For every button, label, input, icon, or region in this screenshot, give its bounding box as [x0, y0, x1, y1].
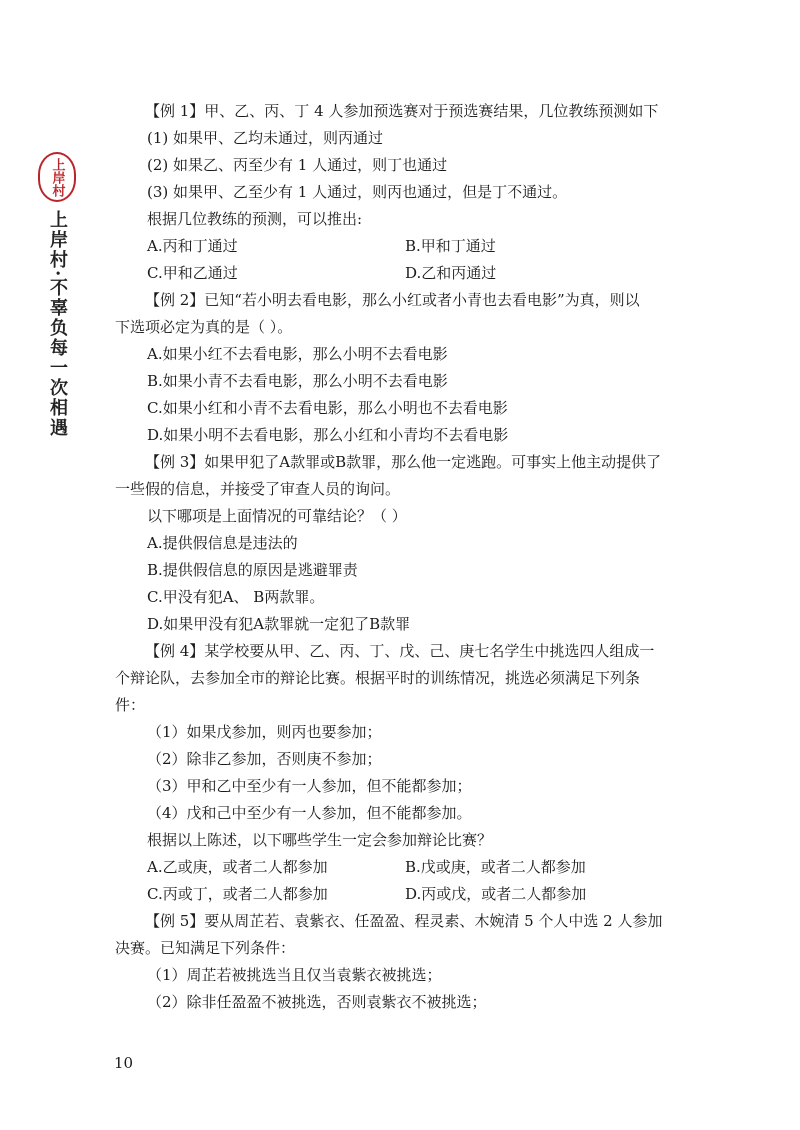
ex4-option-d: D.丙或戊，或者二人都参加: [405, 885, 587, 903]
ex1-item-1: (1) 如果甲、乙均未通过，则丙通过: [147, 129, 384, 147]
ex1-options-row2: [115, 260, 695, 287]
ex5-item-2: （2）除非任盈盈不被挑选，否则袁紫衣不被挑选；: [147, 993, 487, 1011]
ex2-option-d: D.如果小明不去看电影，那么小红和小青均不去看电影: [147, 426, 509, 444]
ex4-line-2: 个辩论队，去参加全市的辩论比赛。根据平时的训练情况，挑选必须满足下列条: [115, 669, 641, 687]
seal-logo: [38, 152, 76, 202]
ex1-option-d: D.乙和丙通过: [405, 264, 497, 282]
ex3-line-2: 一些假的信息，并接受了审查人员的询问。: [115, 480, 401, 498]
ex1-options-row1: [115, 233, 695, 260]
ex5-line-1: 【例 5】要从周芷若、袁紫衣、任盈盈、程灵素、木婉清 5 个人中选 2 人参加: [145, 912, 663, 930]
ex2-option-b: B.如果小青不去看电影，那么小明不去看电影: [147, 372, 448, 390]
seal-text: 上岸村: [49, 157, 65, 197]
ex4-options-row2: [115, 881, 695, 908]
ex3-option-d: D.如果甲没有犯A款罪就一定犯了B款罪: [147, 615, 411, 633]
ex1-option-a: A.丙和丁通过: [147, 237, 238, 255]
ex4-item-2: （2）除非乙参加，否则庚不参加；: [147, 750, 382, 768]
ex1-option-c: C.甲和乙通过: [147, 264, 238, 282]
ex2-option-a: A.如果小红不去看电影，那么小明不去看电影: [147, 345, 448, 363]
ex5-item-1: （1）周芷若被挑选当且仅当袁紫衣被挑选；: [147, 966, 442, 984]
ex2-line-1: 【例 2】已知“若小明去看电影，那么小红或者小青也去看电影”为真，则以: [145, 291, 640, 309]
ex4-question: 根据以上陈述，以下哪些学生一定会参加辩论比赛？: [147, 831, 493, 849]
ex4-item-4: （4）戊和己中至少有一人参加，但不能都参加。: [147, 804, 472, 822]
ex1-question: 根据几位教练的预测，可以推出:: [147, 210, 363, 228]
ex2-option-c: C.如果小红和小青不去看电影，那么小明也不去看电影: [147, 399, 508, 417]
ex3-option-c: C.甲没有犯A、 B两款罪。: [147, 588, 325, 606]
ex1-title: 【例 1】甲、乙、丙、丁 4 人参加预选赛对于预选赛结果，几位教练预测如下: [145, 102, 659, 120]
ex2-line-2: 下选项必定为真的是（ ）。: [115, 318, 293, 336]
ex4-option-b: B.戊或庚，或者二人都参加: [405, 858, 586, 876]
ex3-option-a: A.提供假信息是违法的: [147, 534, 298, 552]
ex3-line-1: 【例 3】如果甲犯了A款罪或B款罪，那么他一定逃跑。可事实上他主动提供了: [145, 453, 662, 471]
ex4-options-row1: [115, 854, 695, 881]
ex5-line-2: 决赛。已知满足下列条件：: [115, 939, 296, 957]
ex4-option-c: C.丙或丁，或者二人都参加: [147, 885, 328, 903]
ex4-item-3: （3）甲和乙中至少有一人参加，但不能都参加；: [147, 777, 472, 795]
ex1-option-b: B.甲和丁通过: [405, 237, 496, 255]
ex1-item-3: (3) 如果甲、乙至少有 1 人通过，则丙也通过，但是丁不通过。: [147, 183, 568, 201]
ex4-line-3: 件：: [115, 696, 146, 714]
ex4-option-a: A.乙或庚，或者二人都参加: [147, 858, 328, 876]
ex1-item-2: (2) 如果乙、丙至少有 1 人通过，则丁也通过: [147, 156, 448, 174]
ex3-option-b: B.提供假信息的原因是逃避罪责: [147, 561, 358, 579]
ex3-question: 以下哪项是上面情况的可靠结论？（ ）: [147, 507, 407, 525]
page-number: 10: [114, 1054, 134, 1072]
sidebar-slogan: 上岸村·不辜负每一次相遇: [47, 210, 68, 439]
ex4-line-1: 【例 4】某学校要从甲、乙、丙、丁、戊、己、庚七名学生中挑选四人组成一: [145, 642, 655, 660]
ex4-item-1: （1）如果戊参加，则丙也要参加；: [147, 723, 382, 741]
page-content: [115, 98, 695, 1016]
